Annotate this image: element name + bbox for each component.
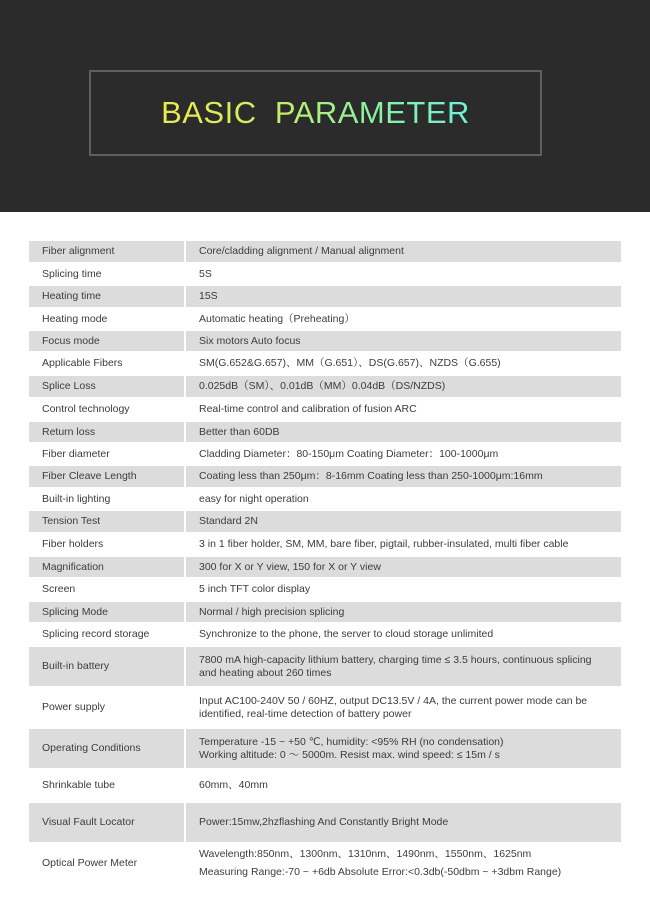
table-row: [29, 422, 621, 442]
param-value: [184, 286, 621, 307]
page-title: BASIC PARAMETER: [161, 95, 470, 130]
param-label: Screen: [29, 579, 184, 600]
param-value: [184, 376, 621, 397]
param-value-line: Six motors Auto focus: [199, 334, 301, 347]
table-row: [29, 309, 621, 329]
param-value: [184, 557, 621, 577]
table-row: [29, 489, 621, 509]
param-value: [184, 844, 621, 883]
param-value-line: Better than 60DB: [199, 425, 280, 438]
table-row: [29, 770, 621, 801]
param-label: Built-in battery: [29, 647, 184, 686]
param-value-line: Real-time control and calibration of fusion ARC: [199, 403, 417, 415]
param-label: Splicing time: [29, 264, 184, 284]
param-value-line: Input AC100-240V 50 / 60HZ, output DC13.5V / 4A, the current power mode can be: [199, 694, 588, 707]
table-row: [29, 511, 621, 532]
param-value: [184, 579, 621, 600]
param-value-line: Standard 2N: [199, 515, 258, 527]
table-row: [29, 579, 621, 600]
param-value: [184, 489, 621, 509]
table-row: [29, 602, 621, 622]
param-value-line: Working altitude: 0 ～ 5000m. Resist max. wind speed: ≤ 15m / s: [199, 748, 500, 761]
param-value: [184, 688, 621, 727]
param-label: Heating mode: [29, 309, 184, 329]
table-row: [29, 534, 621, 555]
param-value: [184, 803, 621, 842]
param-label: Fiber diameter: [29, 444, 184, 464]
param-value: [184, 331, 621, 351]
param-value-line: SM(G.652&G.657)、MM（G.651）、DS(G.657)、NZDS（G.655): [199, 357, 501, 369]
table-row: [29, 647, 621, 686]
table-row: [29, 241, 621, 262]
table-row: [29, 688, 621, 727]
param-value: [184, 647, 621, 686]
table-row: [29, 844, 621, 883]
title-frame: [89, 70, 542, 156]
param-value-line: easy for night operation: [199, 492, 309, 505]
param-value-line: 0.025dB（SM）、0.01dB（MM）0.04dB（DS/NZDS): [199, 380, 446, 392]
param-value-line: identified, real-time detection of battery power: [199, 707, 412, 720]
param-value: [184, 422, 621, 442]
param-value: [184, 444, 621, 464]
table-row: [29, 729, 621, 768]
param-value: [184, 602, 621, 622]
table-row: [29, 376, 621, 397]
parameter-table: [29, 239, 621, 885]
param-value-line: 15S: [199, 290, 218, 302]
param-value-line: Power:15mw,2hzflashing And Constantly Bright Mode: [199, 816, 449, 828]
param-value: [184, 399, 621, 420]
param-value-line: Coating less than 250μm：8-16mm Coating less than 250-1000μm:16mm: [199, 470, 543, 482]
param-label: Fiber alignment: [29, 241, 184, 262]
param-value-line: Wavelength:850nm、1300nm、1310nm、1490nm、1550nm、1625nm: [199, 848, 532, 860]
param-label: Power supply: [29, 688, 184, 727]
table-row: [29, 624, 621, 645]
table-row: [29, 331, 621, 351]
param-value-line: 5S: [199, 267, 212, 280]
param-value-line: 7800 mA high-capacity lithium battery, charging time ≤ 3.5 hours, continuous splicing: [199, 653, 592, 666]
param-label: Magnification: [29, 557, 184, 577]
param-value: [184, 770, 621, 801]
header-banner: [0, 0, 650, 212]
param-label: Splicing record storage: [29, 624, 184, 645]
param-label: Fiber Cleave Length: [29, 466, 184, 487]
param-value-line: 300 for X or Y view, 150 for X or Y view: [199, 560, 381, 573]
param-value-line: Automatic heating（Preheating）: [199, 312, 355, 325]
param-value-line: and heating about 260 times: [199, 666, 332, 679]
param-value-line: 3 in 1 fiber holder, SM, MM, bare fiber, pigtail, rubber-insulated, multi fiber cable: [199, 538, 569, 550]
param-value-line: 5 inch TFT color display: [199, 583, 311, 595]
param-label: Control technology: [29, 399, 184, 420]
param-label: Focus mode: [29, 331, 184, 351]
table-row: [29, 286, 621, 307]
table-row: [29, 466, 621, 487]
table-row: [29, 264, 621, 284]
param-label: Heating time: [29, 286, 184, 307]
param-value: [184, 534, 621, 555]
table-row: [29, 353, 621, 374]
param-label: Shrinkable tube: [29, 770, 184, 801]
param-value: [184, 353, 621, 374]
param-label: Operating Conditions: [29, 729, 184, 768]
param-value: [184, 241, 621, 262]
param-value: [184, 309, 621, 329]
param-value-line: Normal / high precision splicing: [199, 605, 345, 618]
param-value-line: Cladding Diameter：80-150μm Coating Diameter：100-1000μm: [199, 447, 499, 460]
param-label: Visual Fault Locator: [29, 803, 184, 842]
param-label: Splice Loss: [29, 376, 184, 397]
param-label: Splicing Mode: [29, 602, 184, 622]
param-value: [184, 511, 621, 532]
param-value: [184, 466, 621, 487]
param-value-line: Core/cladding alignment / Manual alignment: [199, 245, 404, 257]
table-row: [29, 399, 621, 420]
table-row: [29, 557, 621, 577]
param-label: Optical Power Meter: [29, 844, 184, 883]
param-label: Fiber holders: [29, 534, 184, 555]
param-value: [184, 264, 621, 284]
param-value: [184, 624, 621, 645]
table-row: [29, 444, 621, 464]
param-label: Return loss: [29, 422, 184, 442]
param-label: Tension Test: [29, 511, 184, 532]
param-value: [184, 729, 621, 768]
param-label: Built-in lighting: [29, 489, 184, 509]
param-value-line: Temperature -15 ~ +50 ℃, humidity: <95% RH (no condensation): [199, 735, 504, 748]
param-value-line: Measuring Range:-70 ~ +6db Absolute Error:<0.3db(-50dbm ~ +3dbm Range): [199, 866, 562, 878]
param-value-line: Synchronize to the phone, the server to cloud storage unlimited: [199, 628, 494, 640]
param-value-line: 60mm、40mm: [199, 779, 268, 791]
table-row: [29, 803, 621, 842]
param-label: Applicable Fibers: [29, 353, 184, 374]
